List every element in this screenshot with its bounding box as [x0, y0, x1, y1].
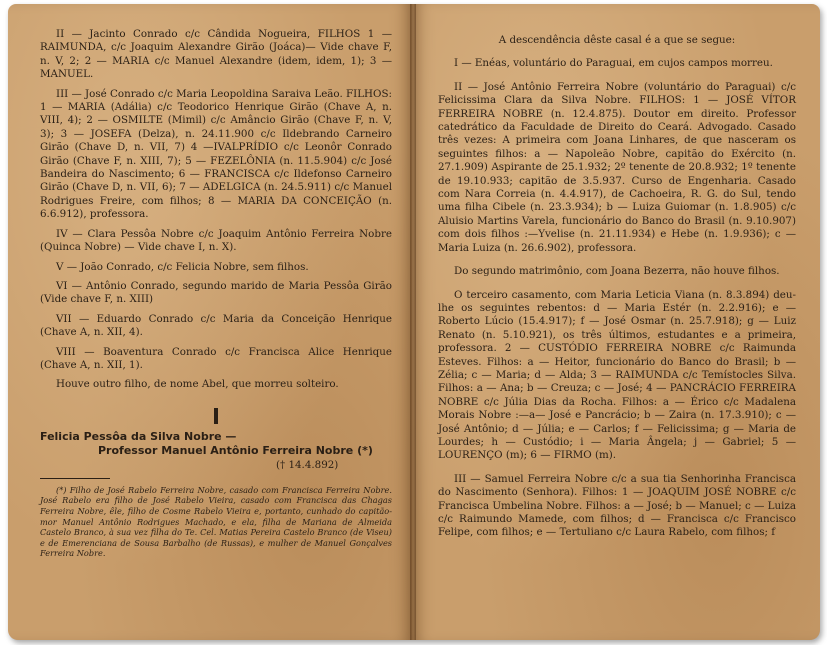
section-heading-dates: († 14.4.892): [276, 458, 339, 471]
right-paragraph-4: Do segundo matrimônio, com Joana Bezerra, não houve filhos.: [454, 265, 780, 278]
left-paragraph-4: V — João Conrado, c/c Felicia Nobre, sem filhos.: [56, 260, 309, 273]
left-paragraph-7: VIII — Boaventura Conrado c/c Francisca Alice Henrique (Chave A, n. XII, 1).: [40, 345, 392, 371]
left-page: [8, 4, 412, 640]
footnote-rule: [40, 478, 110, 479]
left-paragraph-8: Houve outro filho, de nome Abel, que morreu solteiro.: [56, 378, 339, 391]
section-heading-line-2: Professor Manuel Antônio Ferreira Nobre (*): [98, 443, 373, 457]
footnote: (*) Filho de José Rabelo Ferreira Nobre, casado com Francisca Ferreira Nobre. José Rabelo era filho de José Rabelo Vieira, casado com Francisca das Chagas Ferreira Nobre, êle, filho de Cosme Rabelo Vieira e, portanto, cunhado do capitão-mor Manuel Antônio Rodrigues Machado, e ela, filha de Mariana de Almeida Castelo Branco, à sua vez filha do Te. Cel. Matias Pereira Castelo Branco (de Viseu) e de Emerenciana de Sousa Barbalho (de Russas), e mulher de Manuel Gonçalves Ferreira Nobre.: [40, 484, 392, 559]
right-paragraph-1: A descendência dêste casal é a que se segue:: [498, 34, 736, 46]
section-heading-line-1: Felicia Pessôa da Silva Nobre —: [40, 429, 237, 443]
right-paragraph-6: III — Samuel Ferreira Nobre c/c a sua tia Senhorinha Francisca do Nascimento (Senhora). Filhos: 1 — JOAQUIM JOSÉ NOBRE c/c Francisca Umbelina Nobre. Filhos: a — José; b — Manuel; c — Luiza c/c Raimundo Mamede, com filhos; d — Francisca c/c Francisco Felipe, com filhos; e — Tertuliano c/c Laura Rabelo, com filhos; f: [438, 472, 796, 539]
left-paragraph-3: IV — Clara Pessôa Nobre c/c Joaquim Antônio Ferreira Nobre (Quinca Nobre) — Vide chave I, n. X).: [40, 227, 392, 254]
left-paragraph-2: III — José Conrado c/c Maria Leopoldina Saraiva Leão. FILHOS: 1 — MARIA (Adália) c/c Teodorico Henrique Girão (Chave A, n. VIII, 4); 2 — OSMILTE (Mimil) c/c Amâncio Girão (Chave F, n. V, 3); 3 — JOSEFA (Delza), n. 24.11.900 c/c Ildebrando Carneiro Girão (Chave D, n. VII, 7) 4 —IVALPRÍDIO c/c Leonôr Conrado Girão (Chave F, n. XIII, 7); 5 — FEZELÔNIA (n. 11.5.904) c/c José Bandeira do Nascimento; 6 — FRANCISCA c/c Ildefonso Carneiro Girão (Chave D, n. VII, 6); 7 — ADELGICA (n. 24.5.911) c/c Manuel Rodrigues Freire, com filhos; 8 — MARIA DA CONCEIÇÃO (n. 6.6.912), professora.: [40, 87, 392, 221]
left-paragraph-1: II — Jacinto Conrado c/c Cândida Nogueira, FILHOS 1 — RAIMUNDA, c/c Joaquim Alexandre Girão (Joáca)— Vide chave F, n. V, 2; 2 — MARIA c/c Manuel Alexandre (idem, idem, 1); 3 — MANUEL.: [40, 28, 392, 81]
right-paragraph-2: I — Enéas, voluntário do Paraguai, em cujos campos morreu.: [454, 57, 773, 70]
right-paragraph-5: O terceiro casamento, com Maria Leticia Viana (n. 8.3.894) deu-lhe os seguintes rebentos: d — Maria Estér (n. 2.2.916); e — Roberto Lúcio (15.4.917); f — José Osmar (n. 25.7.918); g — Luiz Renato (n. 5.10.921), os três últimos, estudantes e a primeira, professora. 2 — CUSTÓDIO FERREIRA NOBRE c/c Raimunda Esteves. Filhos: a — Heitor, funcionário do Banco do Brasil; b — Zélia; c — Maria; d — Alda; 3 — RAIMUNDA c/c Temístocles Silva. Filhos: a — Ana; b — Creuza; c — José; 4 — PANCRÁCIO FERREIRA NOBRE c/c Júlia Dias da Rocha. Filhos: a — Érico c/c Madalena Morais Nobre :—a— José e Pancrácio; b — Zaira (n. 17.3.910); c — José Antônio; d — Júlia; e — Carlos; f — Felicissima; g — Maria de Lourdes; h — Custódio; i — Maria Ângela; j — Gabriel; 5 — LOURENÇO (m); 6 — FIRMO (m).: [438, 288, 796, 462]
book-spread: [8, 4, 820, 640]
right-paragraph-3: II — José Antônio Ferreira Nobre (voluntário do Paraguai) c/c Felicissima Clara da Silva Nobre. FILHOS: 1 — JOSÉ VÍTOR FERREIRA NOBRE (n. 12.4.875). Doutor em direito. Professor catedrático da Faculdade de Direito do Ceará. Advogado. Casado três vezes: A primeira com Joana Linhares, de que nasceram os seguintes filhos: a — Napoleão Nobre, capitão do Exército (n. 27.1.909) Aspirante de 25.1.932; 2º tenente de 20.8.932; 1º tenente de 19.10.933; capitão de 3.5.937. Curso de Engenharia. Casado com Nara Correia (n. 4.4.917), de Cachoeira, R. G. do Sul, tendo uma filha Cibele (n. 23.3.934); b — Luiza Guiomar (n. 1.8.905) c/c Aluisio Martins Varela, funcionário do Banco do Brasil (n. 9.10.907) com dois filhos :—Yvelise (n. 21.11.934) e Hebe (n. 1.9.936); c — Maria Luiza (n. 26.6.902), professora.: [438, 80, 796, 254]
left-paragraph-6: VII — Eduardo Conrado c/c Maria da Conceição Henrique (Chave A, n. XII, 4).: [40, 312, 392, 339]
right-page: [412, 4, 820, 640]
section-ornament: [214, 408, 218, 424]
left-paragraph-5: VI — Antônio Conrado, segundo marido de Maria Pessôa Girão (Vide chave F, n. XIII): [40, 279, 392, 306]
book-gutter: [410, 4, 416, 640]
